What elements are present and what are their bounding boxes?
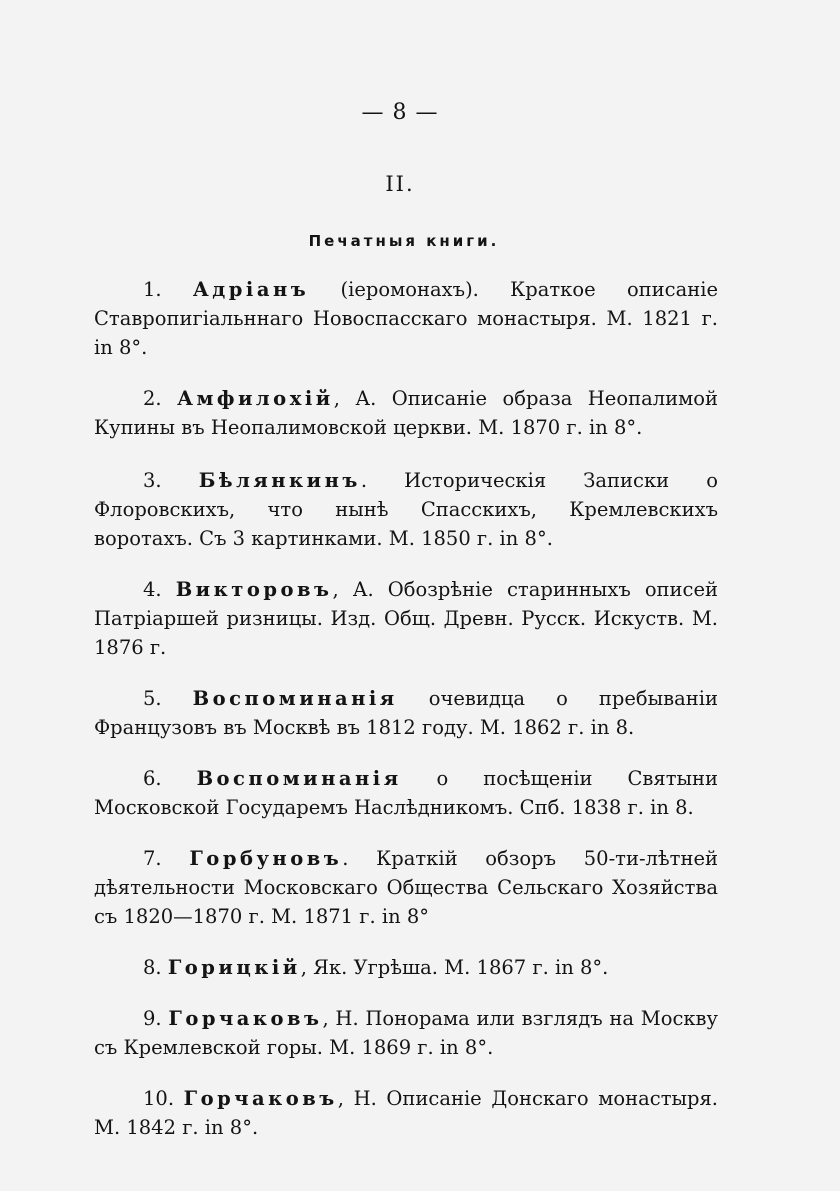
bibliography-entry (94, 275, 718, 362)
bibliography-entry (94, 684, 718, 742)
entry-text: . Историческія Записки о Флоровскихъ, что нынѣ Спасскихъ, Кремлевскихъ воротахъ. Съ 3 картинками. М. 1850 г. in 8°. (94, 469, 718, 550)
entry-author: Горчаковъ (168, 1007, 323, 1030)
entry-author: Воспоминанія (192, 687, 398, 710)
entry-author: Горицкій (167, 956, 301, 979)
entry-number: 7. (143, 847, 162, 870)
entry-text: . Краткій обзоръ 50-ти-лѣтней дѣятельности Московскаго Общества Сельскаго Хозяйства съ 1820—1870 г. М. 1871 г. in 8° (94, 847, 718, 928)
bibliography-entry (94, 384, 718, 442)
entry-text: , А. Описаніе образа Неопалимой Купины въ Неопалимовской церкви. М. 1870 г. in 8°. (94, 387, 718, 439)
entry-author: Бѣлянкинъ (198, 469, 361, 492)
entry-text: , Н. Понорама или взглядъ на Москву съ Кремлевской горы. М. 1869 г. in 8°. (94, 1007, 718, 1059)
entry-number: 6. (143, 767, 162, 790)
bibliography-entry (94, 1004, 718, 1062)
entry-text: , Н. Описаніе Донскаго монастыря. М. 1842 г. in 8°. (94, 1087, 718, 1139)
entry-text: (іеромонахъ). Краткое описаніе Ставропигіальннаго Новоспасскаго монастыря. М. 1821 г. in 8°. (94, 278, 718, 359)
entry-number: 10. (143, 1087, 175, 1110)
bibliography-entry (94, 466, 718, 553)
entry-author: Воспоминанія (196, 767, 402, 790)
entry-number: 2. (143, 387, 162, 410)
entry-text: , Як. Угрѣша. М. 1867 г. in 8°. (300, 956, 609, 979)
entry-number: 8. (143, 956, 162, 979)
bibliography-entry (94, 575, 718, 662)
bibliography-entry (94, 1084, 718, 1142)
bibliography-entry (94, 764, 718, 822)
entry-author: Адріанъ (192, 278, 310, 301)
section-numeral: II. (385, 172, 415, 196)
entry-author: Горбуновъ (189, 847, 343, 870)
bibliography-entry (94, 844, 718, 931)
page-number: — 8 — (361, 100, 439, 125)
entry-number: 1. (143, 278, 162, 301)
entry-author: Викторовъ (175, 578, 333, 601)
entry-number: 5. (143, 687, 162, 710)
entry-number: 3. (143, 469, 162, 492)
bibliography-list (94, 275, 718, 1164)
entry-number: 4. (143, 578, 162, 601)
entry-text: , А. Обозрѣніе старинныхъ описей Патріаршей ризницы. Изд. Общ. Древн. Русск. Искуств. М. 1876 г. (94, 578, 719, 659)
section-heading: Печатныя книги. (308, 232, 500, 250)
entry-author: Горчаковъ (183, 1087, 338, 1110)
entry-author: Амфилохій (177, 387, 334, 410)
entry-number: 9. (143, 1007, 162, 1030)
entry-text: о посѣщеніи Святыни Московской Государемъ Наслѣдникомъ. Спб. 1838 г. in 8. (94, 767, 719, 819)
entry-text: очевидца о пребываніи Французовъ въ Москвѣ въ 1812 году. М. 1862 г. in 8. (94, 687, 718, 739)
bibliography-entry (94, 953, 718, 982)
